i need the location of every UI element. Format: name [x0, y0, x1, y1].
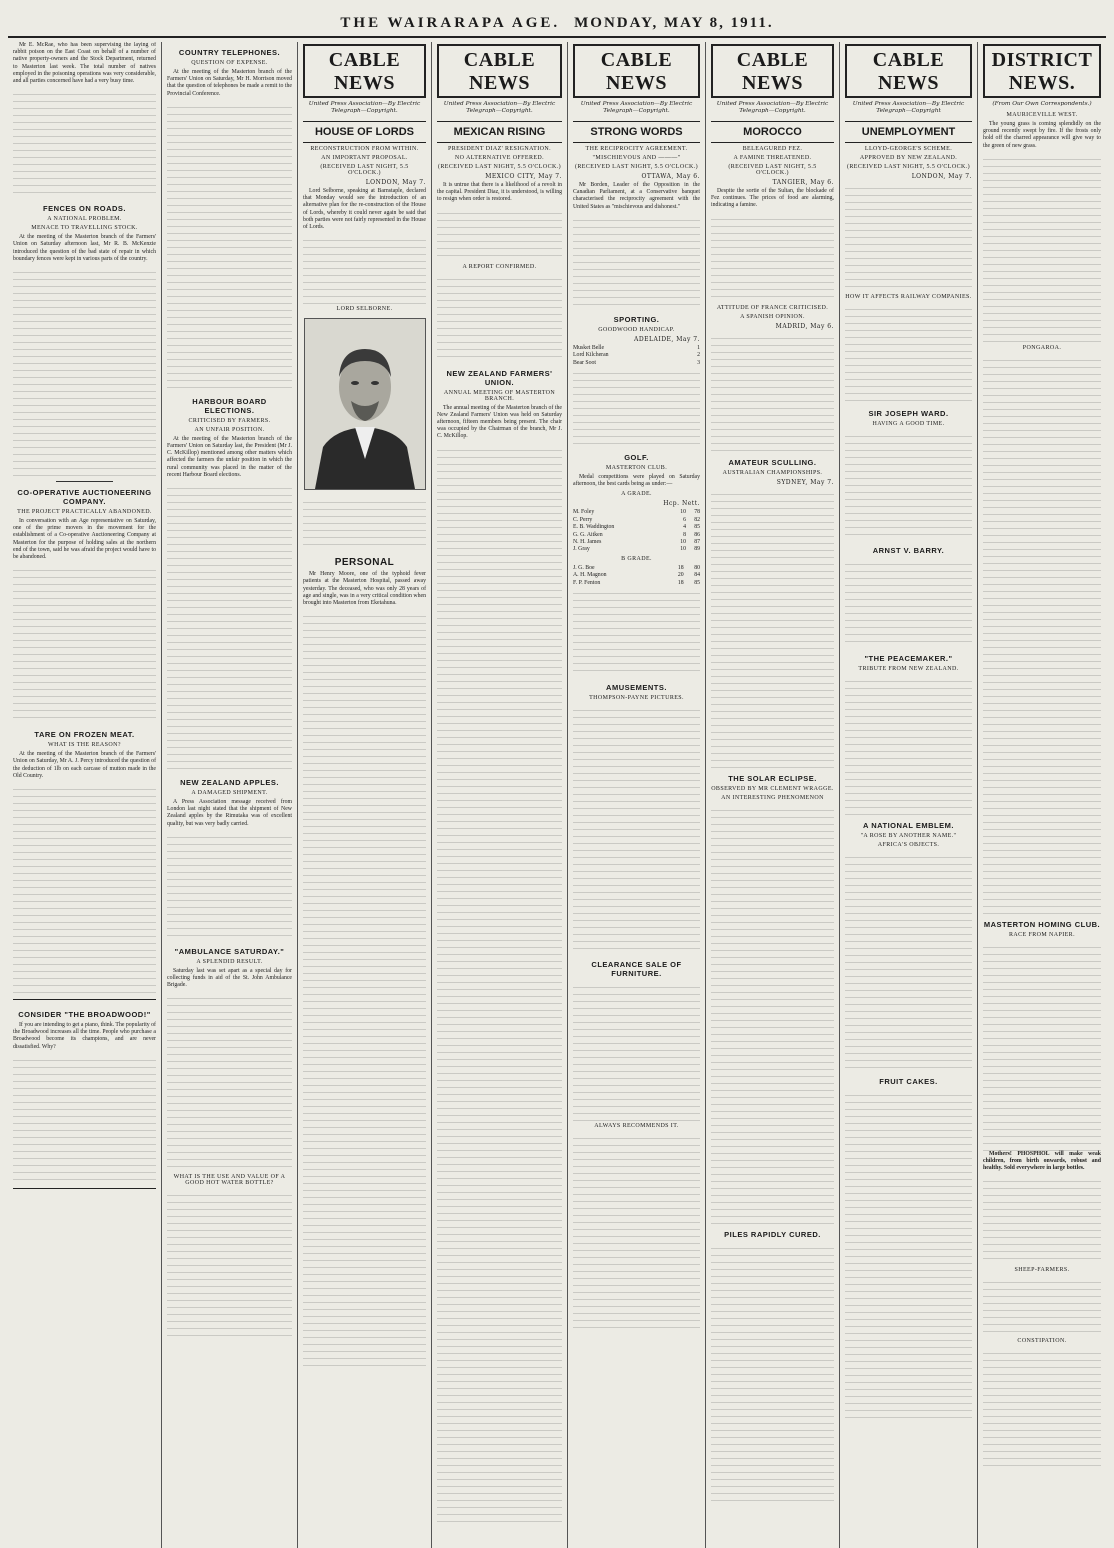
subhead: OBSERVED BY MR CLEMENT WRAGGE. [711, 785, 834, 792]
divider [56, 481, 113, 482]
subhead: PONGAROA. [1022, 344, 1062, 351]
article-text: Mr Henry Moore, one of the typhoid fever patients at the Masterton Hospital, passed away yesterday. The deceased, who was only 28 years of age and single, was in a very critical condition when brought into Masterton from Eketahuna. [303, 571, 426, 607]
article-text: In conversation with an Age representative on Saturday, one of the prime movers in the movement for the establishment of a Co-operative Auctioneering Company at Masterton for the purpose of holding sales at the northern end of the town, said he was afraid the project would have to be abandoned. [13, 518, 156, 561]
subhead: A FAMINE THREATENED. [733, 155, 812, 161]
headline-emblem: A NATIONAL EMBLEM. [863, 821, 954, 830]
text-filler [303, 610, 426, 1370]
table-row [573, 565, 700, 572]
subhead: APPROVED BY NEW ZEALAND. [859, 155, 958, 161]
nett: 85 [694, 579, 700, 586]
table-row [573, 580, 700, 587]
player: M. Foley [573, 509, 595, 516]
subhead: THOMPSON-PAYNE PICTURES. [589, 695, 684, 702]
paper-title: THE WAIRARAPA AGE. [340, 14, 561, 31]
hcp: 20 [677, 572, 684, 579]
table-row [573, 546, 700, 553]
text-filler [711, 332, 834, 452]
column-2 [162, 42, 298, 1548]
subhead: ANNUAL MEETING OF MASTERTON BRANCH. [443, 389, 556, 402]
subhead: A SPLENDID RESULT. [196, 958, 263, 965]
text-filler [845, 430, 972, 540]
table-row [573, 524, 700, 531]
received-note: (RECEIVED LAST NIGHT, 5.5 O'CLOCK.) [728, 164, 817, 176]
nett: 89 [694, 546, 700, 553]
received-note: (RECEIVED LAST NIGHT, 5.5 O'CLOCK.) [846, 164, 971, 170]
subhead: THE RECIPROCITY AGREEMENT. [585, 146, 688, 152]
hcp: 18 [677, 564, 684, 571]
table-row [573, 539, 700, 546]
article-text: Saturday last was set apart as a special day for collecting funds in aid of the St. John Ambulance Brigade. [167, 967, 292, 989]
hcp: 10 [680, 546, 687, 553]
table-row [573, 532, 700, 539]
subhead: LLOYD-GEORGE'S SCHEME. [864, 146, 953, 152]
correspondent-credit: (From Our Own Correspondents.) [992, 101, 1092, 107]
press-credit: United Press Association—By Electric Telegraph—Copyright. [580, 101, 693, 114]
text-filler [845, 1089, 972, 1419]
text-filler [711, 213, 834, 303]
portrait-caption: LORD SELBORNE. [336, 306, 393, 313]
player: A. H. Magnon [573, 572, 607, 579]
subhead: WHAT IS THE USE AND VALUE OF A GOOD HOT WATER BOTTLE? [173, 1174, 286, 1187]
headline-personal: PERSONAL [334, 557, 395, 569]
subhead: MAURICEVILLE WEST. [1006, 112, 1078, 118]
subhead: ATTITUDE OF FRANCE CRITICISED. [716, 304, 829, 311]
headline-union: NEW ZEALAND FARMERS' UNION. [446, 368, 553, 387]
subhead: BELEAGURED FEZ. [742, 146, 803, 152]
table-row [573, 572, 700, 579]
subhead: A REPORT CONFIRMED. [462, 263, 537, 270]
subhead: CRITICISED BY FARMERS. [188, 417, 271, 424]
table-row [573, 345, 700, 352]
nett: 87 [694, 539, 700, 546]
nett: 80 [694, 564, 700, 571]
article-text: At the meeting of the Masterton branch of the Farmers' Union on Saturday last, the President (Mr J. C. McKillop) mentioned among other matters which affected the farmers the unfair position in which the rural community was placed in the matter of the recent Harbour Board elections. [167, 435, 292, 478]
masthead [8, 10, 1106, 38]
text-filler [13, 266, 156, 476]
hcp: 10 [680, 509, 687, 516]
subhead: WHAT IS THE REASON? [48, 742, 121, 749]
headline-harbour: HARBOUR BOARD ELECTIONS. [192, 396, 267, 415]
dateline: ADELAIDE, May 7. [634, 335, 700, 343]
text-filler [845, 303, 972, 403]
article-text: Despite the sortie of the Sultan, the blockade of Fez continues. The prices of food are alarming, indicating a famine. [711, 188, 834, 209]
player: J. Gray [573, 546, 590, 553]
text-filler [573, 1132, 700, 1332]
grade-label: B GRADE. [621, 555, 652, 562]
text-filler [711, 488, 834, 768]
subhead: NO ALTERNATIVE OFFERED. [454, 155, 545, 161]
subhead: A NATIONAL PROBLEM. [47, 216, 122, 223]
headline-telephones: COUNTRY TELEPHONES. [178, 48, 281, 57]
place: 3 [697, 359, 700, 366]
horse-name: Musket Belle [573, 344, 605, 351]
text-filler [437, 273, 562, 363]
article-text: At the meeting of the Masterton branch of the Farmers' Union on Saturday, Mr H. Morrison moved that the question of telephones be made a remit to the Provincial Conference. [167, 69, 292, 97]
headline-piles: PILES RAPIDLY CURED. [724, 1229, 821, 1239]
text-filler [303, 234, 426, 304]
press-credit: United Press Association—By Electric Telegraph—Copyright. [308, 101, 421, 114]
article-text: The annual meeting of the Masterton branch of the New Zealand Farmers' Union was held on Saturday afternoon, fifteen members being present. The chair was occupied by the Chairman of the branch, Mr J. C. McKillop. [437, 404, 562, 440]
subhead: RECONSTRUCTION FROM WITHIN. [310, 146, 419, 152]
issue-date: MONDAY, MAY 8, 1911. [574, 14, 774, 31]
column-3 [298, 42, 432, 1548]
player: E. B. Waddington [573, 524, 615, 531]
column-4 [432, 42, 568, 1548]
subhead: A DAMAGED SHIPMENT. [191, 790, 268, 797]
text-filler [13, 564, 156, 724]
subhead: AN UNFAIR POSITION. [194, 426, 265, 433]
advertisement [13, 999, 156, 1189]
headline-amusements: AMUSEMENTS. [606, 683, 667, 693]
headline-morocco: MOROCCO [711, 121, 834, 143]
headline-mexico: MEXICAN RISING [437, 121, 562, 143]
article-text: A Press Association message received from London last night stated that the shipment of New Zealand apples by the Rimutaka was of excellent quality, but was very badly carried. [167, 799, 292, 827]
text-filler [167, 101, 292, 391]
table-row [573, 509, 700, 516]
golf-b-grade [573, 565, 700, 587]
nett: 78 [694, 509, 700, 516]
article-text: Mr Borden, Leader of the Opposition in the Canadian Parliament, at a Conservative banquet characterised the reciprocity agreement with the United States as "mischievous and dishonest." [573, 182, 700, 210]
text-filler [303, 496, 426, 551]
headline-lords: HOUSE OF LORDS [303, 121, 426, 143]
text-filler [167, 482, 292, 772]
place: 1 [697, 344, 700, 351]
nett: 84 [694, 572, 700, 579]
text-filler [983, 1347, 1101, 1467]
text-filler [845, 675, 972, 815]
headline-fences: FENCES ON ROADS. [42, 204, 126, 214]
nett: 86 [694, 531, 700, 538]
cable-news-banner: CABLE NEWS [303, 44, 426, 98]
player: J. G. Boe [573, 564, 595, 571]
text-filler [13, 88, 156, 198]
dateline: LONDON, May 7. [911, 173, 972, 180]
text-filler [711, 804, 834, 1224]
column-8 [978, 42, 1106, 1548]
text-filler [437, 444, 562, 1524]
hcp: 6 [683, 516, 687, 523]
table-row [573, 517, 700, 524]
article-text: At the meeting of the Masterton branch of the Farmers' Union on Saturday, Mr A. J. Percy introduced the question of the deduction of 1lb on each carcase of mutton made in the Old Country. [13, 751, 156, 779]
received-note: (RECEIVED LAST NIGHT, 5.5 O'CLOCK.) [320, 164, 409, 176]
column-7 [840, 42, 978, 1548]
text-filler [167, 1189, 292, 1339]
received-note: (RECEIVED LAST NIGHT, 5.5 O'CLOCK.) [574, 164, 699, 170]
text-filler [983, 1175, 1101, 1265]
headline-fruit-cakes: FRUIT CAKES. [879, 1077, 938, 1086]
dateline: MADRID, May 6. [775, 322, 834, 330]
subhead: MENACE TO TRAVELLING STOCK. [31, 225, 138, 232]
headline-broadwood: CONSIDER "THE BROADWOOD!" [18, 1010, 151, 1020]
text-filler [573, 587, 700, 677]
article-text: At the meeting of the Masterton branch of the Farmers' Union on Saturday afternoon last, Mr R. B. McKenzie introduced the question of the bad state of repair in which boundary fences were kept in various parts of the country. [13, 234, 156, 262]
subhead: "MISCHIEVOUS AND ———" [592, 155, 681, 161]
subhead: ALWAYS RECOMMENDS IT. [594, 1123, 679, 1130]
article-text: Lord Selborne, speaking at Barnstaple, declared that Monday would see the introduction of an alternative plan for the re-construction of the House of Lords, whereby it could never again be said that both parties were not fairly represented in the House of Lords. [303, 188, 426, 231]
ad-text: If you are intending to get a piano, think. The popularity of the Broadwood increases all the time. People who purchase a Broadwood become its champions, and are never dissatisfied. Why? [13, 1022, 156, 1050]
dateline: SYDNEY, May 7. [776, 478, 834, 486]
subhead: "A ROSE BY ANOTHER NAME." [860, 833, 957, 839]
text-filler [983, 941, 1101, 1151]
table-row [573, 352, 700, 359]
place: 2 [697, 352, 700, 359]
subhead: SHEEP-FARMERS. [1014, 1267, 1070, 1274]
subhead: AN IMPORTANT PROPOSAL. [321, 155, 408, 161]
player: F. P. Fenton [573, 579, 601, 586]
headline-clearance: CLEARANCE SALE OF FURNITURE. [591, 960, 682, 979]
headline-coop: CO-OPERATIVE AUCTIONEERING COMPANY. [17, 488, 152, 507]
received-note: (RECEIVED LAST NIGHT, 5.5 O'CLOCK.) [437, 164, 562, 170]
headline-sculling: AMATEUR SCULLING. [728, 457, 817, 467]
text-filler [573, 704, 700, 954]
headline-unemployment: UNEMPLOYMENT [845, 121, 972, 143]
article-text: Medal competitions were played on Saturday afternoon, the best cards being as under:— [573, 474, 700, 488]
text-filler [167, 992, 292, 1172]
grade-label: A GRADE. [621, 491, 652, 498]
lord-selborne-portrait [304, 318, 426, 490]
headline-ambulance: "AMBULANCE SATURDAY." [174, 946, 285, 956]
hcp: 18 [677, 579, 684, 586]
nett: 82 [694, 516, 700, 523]
subhead: THE PROJECT PRACTICALLY ABANDONED. [17, 509, 152, 516]
text-filler [167, 831, 292, 941]
subhead: CONSTIPATION. [1017, 1338, 1067, 1345]
text-filler [573, 981, 700, 1121]
column-6 [706, 42, 840, 1548]
article-text: The young grass is coming splendidly on the ground recently swept by fire. If the frosts only hold off the charred appearance will give way to the green of new grass. [983, 121, 1101, 149]
phosphol-ad: Mothers! PHOSPHOL will make weak children, from birth onwards, robust and healthy. Sold everywhere in large bottles. [983, 1150, 1101, 1172]
text-filler [983, 153, 1101, 343]
headline-homing: MASTERTON HOMING CLUB. [983, 919, 1101, 929]
subhead: AN INTERESTING PHENOMENON [721, 794, 824, 801]
cable-news-banner: CABLE NEWS [711, 44, 834, 98]
subhead: MASTERTON CLUB. [605, 465, 668, 472]
text-filler [845, 558, 972, 648]
article-text: It is untrue that there is a likelihood of a revolt in the capital. President Diaz, it is understood, is willing to resign when order is restored. [437, 182, 562, 203]
headline-arnst: ARNST V. BARRY. [872, 546, 945, 555]
subhead: AFRICA'S OBJECTS. [877, 842, 940, 848]
text-filler [983, 1276, 1101, 1336]
text-filler [437, 207, 562, 262]
dateline: MEXICO CITY, May 7. [485, 173, 562, 180]
text-filler [711, 1242, 834, 1502]
headline-peacemaker: "THE PEACEMAKER." [864, 654, 953, 663]
press-credit: United Press Association—By Electric Telegraph—Copyright. [716, 101, 829, 114]
headline-strong-words: STRONG WORDS [573, 121, 700, 143]
subhead: TRIBUTE FROM NEW ZEALAND. [858, 666, 959, 672]
headline-tare: TARE ON FROZEN MEAT. [34, 730, 135, 740]
text-filler [845, 851, 972, 1071]
text-filler [845, 182, 972, 292]
dateline: LONDON, May 7. [365, 179, 426, 186]
nett: 85 [694, 524, 700, 531]
press-credit: United Press Association—By Electric Telegraph—Copyright [852, 101, 965, 114]
cable-news-banner: CABLE NEWS [437, 44, 562, 98]
headline-ward: SIR JOSEPH WARD. [868, 409, 949, 418]
article-text: Mr E. McRae, who has been supervising the laying of rabbit poison on the East Coast on behalf of a number of native property-owners and the Stock Department, returned to Masterton last week. The total number of natives employed in the poisoning operations was very considerable, and all parties concerned have had a very busy time. [13, 42, 156, 85]
column-5 [568, 42, 706, 1548]
text-filler [13, 783, 156, 993]
headline-apples: NEW ZEALAND APPLES. [180, 778, 279, 788]
subhead: GOODWOOD HANDICAP. [598, 326, 675, 333]
column-1 [8, 42, 162, 1548]
hcp: 8 [683, 531, 687, 538]
dateline: TANGIER, May 6. [772, 179, 834, 186]
player: C. Perry [573, 516, 593, 523]
table-row [573, 360, 700, 367]
subhead: AUSTRALIAN CHAMPIONSHIPS. [722, 469, 823, 476]
subhead: HOW IT AFFECTS RAILWAY COMPANIES. [845, 294, 972, 300]
subhead: RACE FROM NAPIER. [1009, 931, 1075, 938]
text-filler [13, 1054, 156, 1184]
subhead: PRESIDENT DIAZ' RESIGNATION. [447, 146, 551, 152]
press-credit: United Press Association—By Electric Telegraph—Copyright. [443, 101, 556, 114]
cable-news-banner: CABLE NEWS [845, 44, 972, 98]
text-filler [983, 354, 1101, 914]
columns [8, 42, 1106, 1548]
horse-name: Bear Soot [573, 359, 597, 366]
text-filler [573, 367, 700, 447]
horse-name: Lord Kilcheran [573, 352, 609, 359]
hcp: 10 [680, 539, 687, 546]
text-filler [573, 214, 700, 309]
dateline: OTTAWA, May 6. [641, 173, 700, 180]
portrait-engraving [305, 319, 425, 489]
golf-a-grade [573, 509, 700, 553]
column-headers: Hcp. Nett. [663, 500, 700, 508]
subhead: QUESTION OF EXPENSE. [191, 60, 268, 66]
player: G. G. Aitken [573, 531, 603, 538]
player: N. H. James [573, 539, 602, 546]
subhead: A SPANISH OPINION. [740, 313, 805, 320]
hcp: 4 [683, 524, 687, 531]
cable-news-banner: CABLE NEWS [573, 44, 700, 98]
headline-eclipse: THE SOLAR ECLIPSE. [728, 773, 817, 783]
district-news-banner: DISTRICT NEWS. [983, 44, 1101, 98]
headline-sporting: SPORTING. [613, 314, 660, 324]
headline-golf: GOLF. [624, 453, 649, 463]
subhead: HAVING A GOOD TIME. [872, 421, 945, 427]
race-results [573, 345, 700, 367]
